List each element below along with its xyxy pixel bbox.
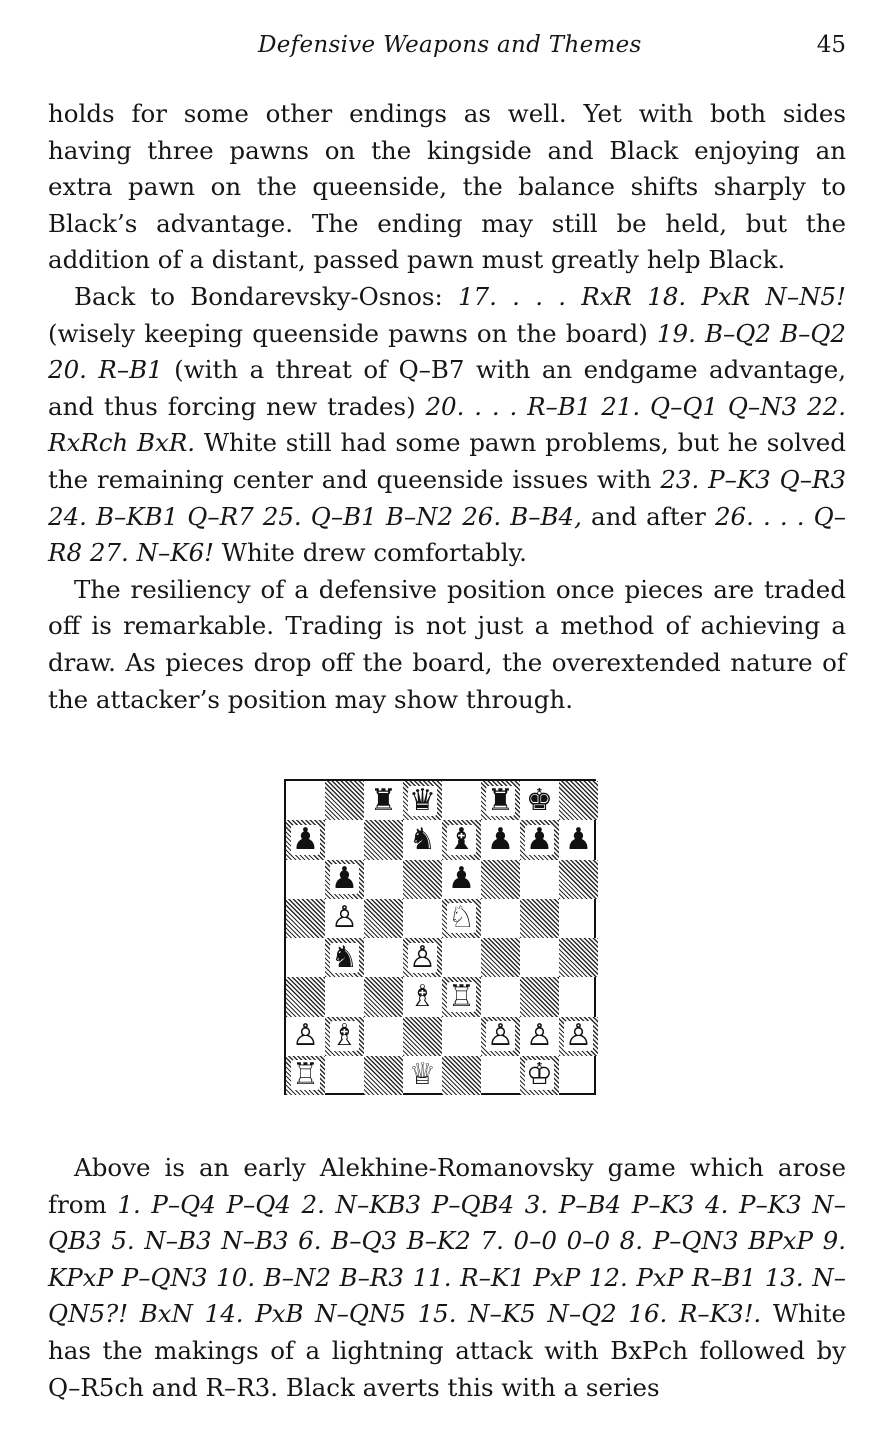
board-square xyxy=(325,781,364,820)
running-title: Defensive Weapons and Themes xyxy=(258,32,642,58)
board-square xyxy=(442,820,481,859)
white-pawn-icon: ♙ xyxy=(526,1018,553,1053)
board-square xyxy=(559,820,598,859)
board-square xyxy=(364,977,403,1016)
white-rook-icon: ♖ xyxy=(448,978,475,1014)
text-run: 19. B–Q2 B–Q2 20. R–B1 xyxy=(48,318,846,385)
black-bishop-icon: ♝ xyxy=(448,821,475,857)
board-square xyxy=(481,977,520,1016)
board-square xyxy=(286,1017,325,1056)
black-pawn-icon: ♟ xyxy=(487,821,514,857)
board-square xyxy=(559,899,598,938)
black-knight-icon: ♞ xyxy=(409,821,436,857)
board-square xyxy=(520,1017,559,1056)
board-square xyxy=(559,1056,598,1095)
board-square xyxy=(442,938,481,977)
board-square xyxy=(559,938,598,977)
white-king-icon: ♔ xyxy=(526,1057,553,1093)
page-number: 45 xyxy=(816,32,846,58)
board-square xyxy=(520,899,559,938)
text-run: White has the makings of a lightning attack with BxPch followed by Q–R5ch and R–R3. Black averts this with a series xyxy=(48,1299,846,1402)
board-square xyxy=(286,977,325,1016)
paragraph-4 xyxy=(48,1150,846,1406)
board-square xyxy=(364,1056,403,1095)
chess-diagram xyxy=(284,779,596,1095)
board-square xyxy=(403,977,442,1016)
board-square xyxy=(364,820,403,859)
paragraph-3: The resiliency of a defensive position once pieces are traded off is remarkable. Trading is not just a method of achieving a draw. As pieces drop off the board, the overextended nature of the attacker’s position may show through. xyxy=(48,574,846,714)
board-square xyxy=(442,781,481,820)
black-pawn-icon: ♟ xyxy=(448,861,475,896)
board-square xyxy=(325,899,364,938)
board-square xyxy=(481,1017,520,1056)
white-knight-icon: ♘ xyxy=(448,900,475,936)
black-queen-icon: ♛ xyxy=(409,782,436,818)
white-pawn-icon: ♙ xyxy=(331,900,358,936)
text-run: White drew comfortably. xyxy=(214,538,527,568)
board-square xyxy=(559,860,598,899)
board-square xyxy=(364,860,403,899)
board-square xyxy=(286,938,325,977)
board-square xyxy=(520,1056,559,1095)
paragraph-2 xyxy=(48,279,846,572)
white-pawn-icon: ♙ xyxy=(565,1018,592,1053)
board-square xyxy=(481,938,520,977)
text-run: 20. . . . R–B1 21. Q–Q1 Q–N3 22. RxRch BxR. xyxy=(48,391,847,458)
board-square xyxy=(559,977,598,1016)
board-square xyxy=(559,1017,598,1056)
text-run: 26. . . . Q–R8 27. N–K6! xyxy=(48,501,846,568)
black-pawn-icon: ♟ xyxy=(331,861,358,896)
white-pawn-icon: ♙ xyxy=(487,1018,514,1053)
board-square xyxy=(286,820,325,859)
board-square xyxy=(325,1056,364,1095)
board-square xyxy=(325,820,364,859)
board-square xyxy=(403,938,442,977)
text-run: Back to Bondarevsky-Osnos: xyxy=(74,281,458,311)
paragraph-1: holds for some other endings as well. Yet with both sides having three pawns on the kingside and Black enjoying an extra pawn on the queenside, the balance shifts sharply to Black’s advantage. The ending may still be held, but the addition of a distant, passed pawn must greatly help Black. xyxy=(48,99,846,275)
text-run: 23. P–K3 Q–R3 24. B–KB1 Q–R7 25. Q–B1 B–N2 26. B–B4, xyxy=(48,464,846,531)
board-square xyxy=(442,860,481,899)
board-square xyxy=(286,781,325,820)
upper-text-block xyxy=(48,96,846,718)
board-square xyxy=(286,1056,325,1095)
text-run: 17. . . . RxR 18. PxR N–N5! xyxy=(457,281,846,311)
white-pawn-icon: ♙ xyxy=(409,939,436,975)
board-square xyxy=(481,781,520,820)
board-square xyxy=(403,899,442,938)
text-run: Above is an early Alekhine-Romanovsky game which arose from xyxy=(48,1153,846,1219)
board-square xyxy=(286,860,325,899)
board-square xyxy=(325,860,364,899)
board-square xyxy=(442,899,481,938)
black-pawn-icon: ♟ xyxy=(292,821,319,857)
board-square xyxy=(520,938,559,977)
white-queen-icon: ♕ xyxy=(409,1057,436,1093)
board-square xyxy=(325,1017,364,1056)
board-square xyxy=(559,781,598,820)
board-square xyxy=(403,781,442,820)
text-run: (with a threat of Q–B7 with an endgame advantage, and thus forcing new trades) xyxy=(48,355,846,421)
board-square xyxy=(325,938,364,977)
board-square xyxy=(364,781,403,820)
lower-text-block xyxy=(48,1150,846,1406)
board-square xyxy=(364,938,403,977)
board-square xyxy=(481,899,520,938)
board-square xyxy=(520,860,559,899)
board-square xyxy=(520,977,559,1016)
text-run: 1. P–Q4 P–Q4 2. N–KB3 P–QB4 3. P–B4 P–K3 4. P–K3 N–QB3 5. N–B3 N–B3 6. B–Q3 B–K2 7. 0–0 0–0 8. P–QN3 BPxP 9. KPxP P–QN3 10. B–N2 B–R3 11. R–K1 PxP 12. PxP R–B1 13. N–QN5?! BxN 14. PxB N–QN5 15. N–K5 N–Q2 16. R–K3!. xyxy=(48,1189,846,1329)
board-square xyxy=(364,899,403,938)
board-square xyxy=(520,820,559,859)
board-square xyxy=(403,1056,442,1095)
board-square xyxy=(442,1017,481,1056)
board-square xyxy=(403,820,442,859)
board-square xyxy=(481,820,520,859)
text-run: and after xyxy=(581,501,715,531)
running-header xyxy=(48,32,846,66)
black-king-icon: ♚ xyxy=(526,782,553,818)
black-rook-icon: ♜ xyxy=(370,782,397,818)
black-knight-icon: ♞ xyxy=(331,939,358,975)
white-bishop-icon: ♗ xyxy=(409,978,436,1014)
board-square xyxy=(403,860,442,899)
board-square xyxy=(403,1017,442,1056)
board-square xyxy=(481,1056,520,1095)
black-pawn-icon: ♟ xyxy=(526,821,553,857)
board-square xyxy=(481,860,520,899)
black-rook-icon: ♜ xyxy=(487,782,514,818)
board-square xyxy=(325,977,364,1016)
board-square xyxy=(442,977,481,1016)
board-square xyxy=(520,781,559,820)
black-pawn-icon: ♟ xyxy=(565,821,592,857)
white-rook-icon: ♖ xyxy=(292,1057,319,1093)
board-square xyxy=(442,1056,481,1095)
board-square xyxy=(286,899,325,938)
white-bishop-icon: ♗ xyxy=(331,1018,358,1053)
board-square xyxy=(364,1017,403,1056)
text-run: (wisely keeping queenside pawns on the board) xyxy=(48,318,657,348)
text-run: White still had some pawn problems, but he solved the remaining center and queenside issues with xyxy=(48,428,846,494)
white-pawn-icon: ♙ xyxy=(292,1018,319,1053)
